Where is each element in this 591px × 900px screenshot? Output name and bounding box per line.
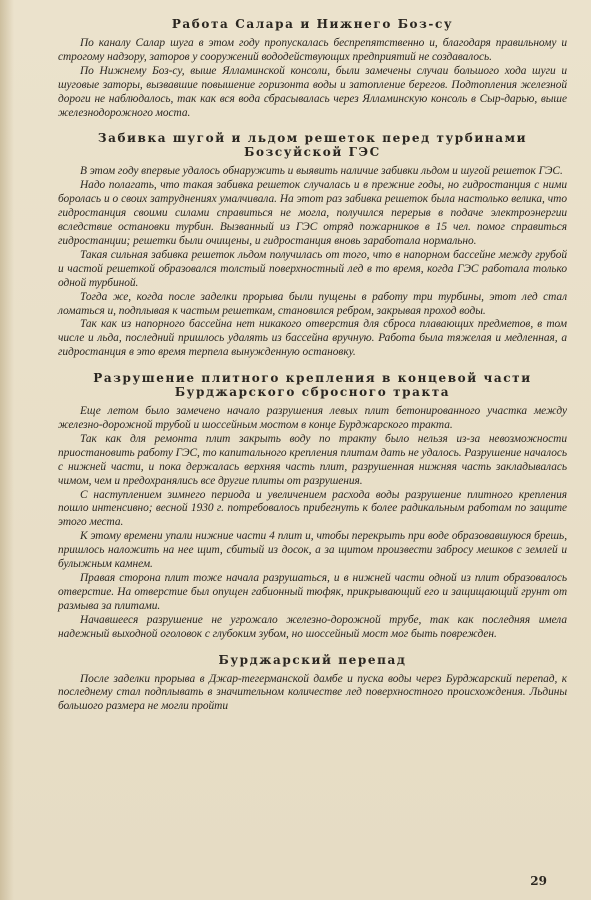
section-heading	[58, 653, 567, 667]
paragraph: Начавшееся разрушение не угрожало железно-дорожной трубе, так как последняя имела надежный выходной оголовок с глубоким зубом, но шоссейный мост мог быть поврежден.	[58, 613, 567, 640]
section-salar	[58, 17, 567, 120]
section-burdzhar-drop	[58, 653, 567, 715]
paragraph: По каналу Салар шуга в этом году пропускалась беспрепятственно и, благодаря правильному и строгому надзору, заторов у сооружений вододействующих предприятий не создавалось.	[58, 37, 567, 63]
paragraph: Так как из напорного бассейна нет никакого отверстия для сброса плавающих предметов, в том числе и льда, последний пришлось удалять из бассейна вручную. Работа была тяжелая и медленная, а гидростанция в это время терпела вынужденную остановку.	[58, 318, 567, 359]
paragraph: В этом году впервые удалось обнаружить и выявить наличие забивки льдом и шугой решеток ГЭС.	[80, 165, 563, 178]
heading-line: Бурджарский перепад	[218, 652, 407, 667]
binding-shadow	[0, 0, 14, 900]
section-heading	[58, 17, 567, 31]
paragraph: Такая сильная забивка решеток льдом получилась от того, что в напорном бассейне между грубой и частой решеткой образовался толстый поверхностный лед в то время, когда ГЭС работала только одной турбиной.	[58, 248, 567, 289]
page-number: 29	[530, 874, 547, 888]
paragraph: С наступлением зимнего периода и увеличением расхода воды разрушение плитного крепления пошло интенсивно; весной 1930 г. потребовалось прибегнуть к более радикальным работам по защите этого места.	[58, 488, 567, 529]
section-heading	[58, 371, 567, 399]
heading-line: Работа Салара и Нижнего Боз-су	[171, 17, 454, 31]
section-slab-destruction	[58, 371, 567, 641]
heading-line: Бозсуйской ГЭС	[244, 145, 381, 160]
heading-line: Бурджарского сбросного тракта	[174, 385, 451, 400]
paragraph: Правая сторона плит тоже начала разрушаться, и в нижней части одной из плит образовалось отверстие. На отверстие был опущен габионный тюфяк, прикрывающий его и защищающий грунт от размыва за плитами.	[58, 572, 567, 612]
paragraph: После заделки прорыва в Джар-тегерманской дамбе и пуска воды через Бурджарский перепад, к последнему стал подплывать в значительном количестве лед поверхностного происхождения. Льдины большого размера не могли пройти	[58, 672, 567, 713]
heading-line: Разрушение плитного крепления в концевой части	[93, 371, 532, 386]
section-grate-clogging	[58, 131, 567, 360]
paragraph: Надо полагать, что такая забивка решеток случалась и в прежние годы, но гидростанция с ними боролась и о своих затруднениях умалчивала. На этот раз забивка решеток была настолько велика, что гидростанция своими силами справиться не могла, получился перерыв в подаче электроэнергии вследствие остановки турбин. Вызванный из ГЭС отряд пожарников в 15 чел. помог справиться гидростанции; решетки были очищены, и гидростанция вновь заработала нормально.	[58, 179, 567, 247]
section-heading	[58, 131, 567, 159]
paragraph: Еще летом было замечено начало разрушения левых плит бетонированного участка между железно-дорожной трубой и шоссейным мостом в конце Бурджарского тракта.	[58, 405, 567, 432]
paragraph: К этому времени упали нижние части 4 плит и, чтобы перекрыть при воде образовавшуюся брешь, пришлось наложить на нее щит, сбитый из досок, а за щитом произвести забросу мешков с землей и булыжным камнем.	[58, 530, 567, 571]
paragraph: Тогда же, когда после заделки прорыва были пущены в работу три турбины, этот лед стал ломаться и, подплывая к частым решеткам, становился ребром, закрывая проход воды.	[58, 290, 567, 317]
paragraph: Так как для ремонта плит закрыть воду по тракту было нельзя из-за невозможности приостановить работу ГЭС, то капитального крепления плитам дать не удалось. Разрушение началось с нижней части, и пока держалась верхняя часть плит, разрушенная нижняя часть закладывалась чимом, чем и предохранялись все другие плиты от разрушения.	[58, 432, 567, 487]
paragraph: По Нижнему Боз-су, выше Ялламинской консоли, были замечены случаи большого хода шуги и шуговые заторы, вызвавшие повышение горизонта воды и затопление берегов. Подтопления железной дороги не наблюдалось, так как вся вода сбрасывалась через Ялламинскую консоль в Сыр-дарью, выше железнодорожного моста.	[58, 64, 567, 119]
heading-line: Забивка шугой и льдом решеток перед турбинами	[97, 131, 528, 146]
